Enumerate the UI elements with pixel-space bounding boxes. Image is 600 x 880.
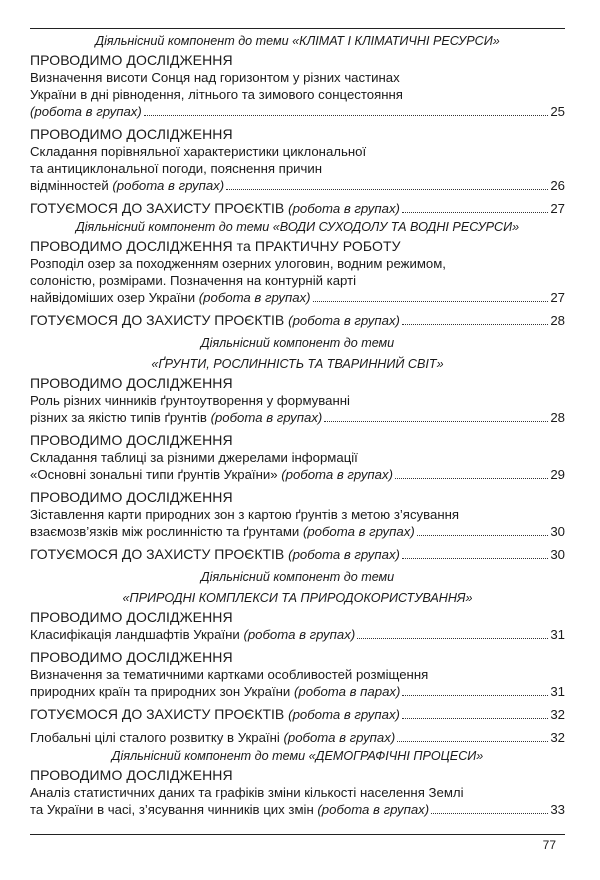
entry-description-line: Визначення за тематичними картками особливостей розміщення	[30, 667, 429, 682]
bottom-divider	[30, 834, 565, 835]
entry-description-line: та антициклональної погоди, пояснення причин	[30, 161, 323, 176]
entry-label-line	[30, 312, 565, 329]
dot-leader	[226, 189, 548, 190]
section-heading: Діяльнісний компонент до теми «ВОДИ СУХОДОЛУ ТА ВОДНІ РЕСУРСИ»	[75, 220, 520, 234]
table-of-contents	[30, 28, 565, 818]
dot-leader	[395, 478, 548, 479]
toc-entry	[30, 200, 565, 217]
entry-page-number: 25	[550, 104, 565, 119]
dot-leader	[402, 718, 548, 719]
entry-label-line	[30, 706, 565, 723]
entry-label: ГОТУЄМОСЯ ДО ЗАХИСТУ ПРОЄКТІВ	[30, 546, 289, 562]
entry-text-plain: та України в часі, з’ясування чинників цих змін	[30, 802, 318, 817]
entry-last-line	[30, 103, 565, 120]
entry-text	[30, 523, 415, 540]
entry-page-number: 27	[550, 290, 565, 305]
section-heading: Діяльнісний компонент до теми	[200, 570, 395, 584]
entry-text	[30, 177, 224, 194]
entry-label: ПРОВОДИМО ДОСЛІДЖЕННЯ	[30, 609, 233, 625]
section-heading: Діяльнісний компонент до теми «КЛІМАТ І КЛІМАТИЧНІ РЕСУРСИ»	[95, 34, 500, 48]
entry-label: ГОТУЄМОСЯ ДО ЗАХИСТУ ПРОЄКТІВ	[30, 200, 289, 216]
entry-plain-line	[30, 729, 565, 746]
section-heading: «ПРИРОДНІ КОМПЛЕКСИ ТА ПРИРОДОКОРИСТУВАННЯ»	[122, 591, 473, 605]
entry-last-line	[30, 523, 565, 540]
entry-text-plain: різних за якістю типів ґрунтів	[30, 410, 211, 425]
entry-label: ПРОВОДИМО ДОСЛІДЖЕННЯ	[30, 52, 233, 68]
entry-last-line	[30, 289, 565, 306]
toc-entry	[30, 546, 565, 563]
entry-label-line	[30, 200, 565, 217]
entry-text	[30, 312, 400, 329]
entry-description-line: України в дні рівнодення, літнього та зимового сонцестояння	[30, 87, 403, 102]
entry-page-number: 31	[550, 627, 565, 642]
entry-description-line: Розподіл озер за походженням озерних улоговин, водним режимом,	[30, 256, 446, 271]
entry-page-number: 30	[550, 547, 565, 562]
entry-page-number: 33	[550, 802, 565, 817]
entry-text	[30, 626, 355, 643]
entry-work-format: (робота в групах)	[281, 467, 393, 482]
entry-last-line	[30, 626, 565, 643]
toc-entry	[30, 238, 565, 306]
entry-label: ПРОВОДИМО ДОСЛІДЖЕННЯ	[30, 649, 233, 665]
entry-description-line: Роль різних чинників ґрунтоутворення у формуванні	[30, 393, 350, 408]
entry-page-number: 28	[550, 410, 565, 425]
entry-text	[30, 683, 400, 700]
entry-label: ГОТУЄМОСЯ ДО ЗАХИСТУ ПРОЄКТІВ	[30, 312, 289, 328]
dot-leader	[402, 324, 548, 325]
entry-work-format: (робота в групах)	[288, 201, 400, 216]
entry-text	[30, 466, 393, 483]
entry-work-format: (робота в групах)	[112, 178, 225, 193]
entry-text-plain: взаємозв’язків між рослинністю та ґрунтами	[30, 524, 303, 539]
toc-entry	[30, 609, 565, 643]
entry-label: ПРОВОДИМО ДОСЛІДЖЕННЯ	[30, 432, 233, 448]
entry-work-format: (робота в групах)	[283, 730, 396, 745]
entry-page-number: 32	[550, 707, 565, 722]
page-number: 77	[542, 838, 556, 852]
entry-label: ГОТУЄМОСЯ ДО ЗАХИСТУ ПРОЄКТІВ	[30, 706, 289, 722]
entry-text-plain: Класифікація ландшафтів України	[30, 627, 244, 642]
entry-last-line	[30, 177, 565, 194]
section-heading: «ҐРУНТИ, РОСЛИННІСТЬ ТА ТВАРИННИЙ СВІТ»	[151, 357, 444, 371]
entry-label: ПРОВОДИМО ДОСЛІДЖЕННЯ	[30, 489, 233, 505]
toc-entry	[30, 432, 565, 483]
entry-work-format: (робота в групах)	[288, 707, 400, 722]
dot-leader	[402, 558, 548, 559]
entry-work-format: (робота в групах)	[288, 313, 400, 328]
entry-text	[30, 546, 400, 563]
section-heading: Діяльнісний компонент до теми «ДЕМОГРАФІЧНІ ПРОЦЕСИ»	[111, 749, 484, 763]
entry-page-number: 27	[550, 201, 565, 216]
entry-description-line: Зіставлення карти природних зон з картою ґрунтів з метою з’ясування	[30, 507, 460, 522]
entry-page-number: 26	[550, 178, 565, 193]
entry-last-line	[30, 801, 565, 818]
entry-description-line: Визначення висоти Сонця над горизонтом у різних частинах	[30, 70, 400, 85]
entry-last-line	[30, 466, 565, 483]
entry-label: ПРОВОДИМО ДОСЛІДЖЕННЯ та ПРАКТИЧНУ РОБОТУ	[30, 238, 401, 254]
entry-text-plain: природних країн та природних зон України	[30, 684, 294, 699]
entry-description-line: солоністю, розмірами. Позначення на контурній карті	[30, 273, 357, 288]
entry-text	[30, 409, 322, 426]
dot-leader	[417, 535, 549, 536]
toc-entry	[30, 375, 565, 426]
entry-text-plain: «Основні зональні типи ґрунтів України»	[30, 467, 282, 482]
entry-work-format: (робота в групах)	[288, 547, 400, 562]
entry-label: ПРОВОДИМО ДОСЛІДЖЕННЯ	[30, 375, 233, 391]
entry-description-line: Складання таблиці за різними джерелами інформації	[30, 450, 358, 465]
entry-text	[30, 706, 400, 723]
toc-body	[30, 33, 565, 818]
entry-text	[30, 103, 142, 120]
entry-page-number: 31	[550, 684, 565, 699]
entry-work-format: (робота в групах)	[210, 410, 323, 425]
entry-work-format: (робота в групах)	[317, 802, 430, 817]
dot-leader	[324, 421, 548, 422]
entry-description-line: Аналіз статистичних даних та графіків зміни кількості населення Землі	[30, 785, 464, 800]
entry-description-line: Складання порівняльної характеристики циклональної	[30, 144, 367, 159]
entry-work-format: (робота в групах)	[30, 104, 142, 119]
toc-entry	[30, 489, 565, 540]
dot-leader	[402, 695, 548, 696]
top-divider	[30, 28, 565, 29]
dot-leader	[397, 741, 548, 742]
entry-label-line	[30, 546, 565, 563]
entry-text	[30, 801, 429, 818]
entry-text-plain: відмінностей	[30, 178, 113, 193]
toc-entry	[30, 312, 565, 329]
entry-text	[30, 729, 395, 746]
entry-page-number: 32	[550, 730, 565, 745]
entry-label: ПРОВОДИМО ДОСЛІДЖЕННЯ	[30, 126, 233, 142]
dot-leader	[313, 301, 549, 302]
entry-text-plain: найвідоміших озер України	[30, 290, 199, 305]
entry-text	[30, 289, 311, 306]
entry-page-number: 28	[550, 313, 565, 328]
dot-leader	[357, 638, 548, 639]
entry-text-plain: Глобальні цілі сталого розвитку в Україні	[30, 730, 284, 745]
dot-leader	[144, 115, 549, 116]
dot-leader	[402, 212, 548, 213]
entry-work-format: (робота в парах)	[293, 684, 401, 699]
dot-leader	[431, 813, 548, 814]
toc-entry	[30, 126, 565, 194]
entry-last-line	[30, 683, 565, 700]
entry-page-number: 30	[550, 524, 565, 539]
toc-entry	[30, 729, 565, 746]
toc-entry	[30, 52, 565, 120]
entry-page-number: 29	[550, 467, 565, 482]
entry-work-format: (робота в групах)	[243, 627, 356, 642]
entry-work-format: (робота в групах)	[302, 524, 415, 539]
entry-label: ПРОВОДИМО ДОСЛІДЖЕННЯ	[30, 767, 233, 783]
toc-entry	[30, 767, 565, 818]
toc-entry	[30, 649, 565, 700]
entry-work-format: (робота в групах)	[198, 290, 311, 305]
entry-last-line	[30, 409, 565, 426]
toc-entry	[30, 706, 565, 723]
entry-text	[30, 200, 400, 217]
section-heading: Діяльнісний компонент до теми	[200, 336, 395, 350]
